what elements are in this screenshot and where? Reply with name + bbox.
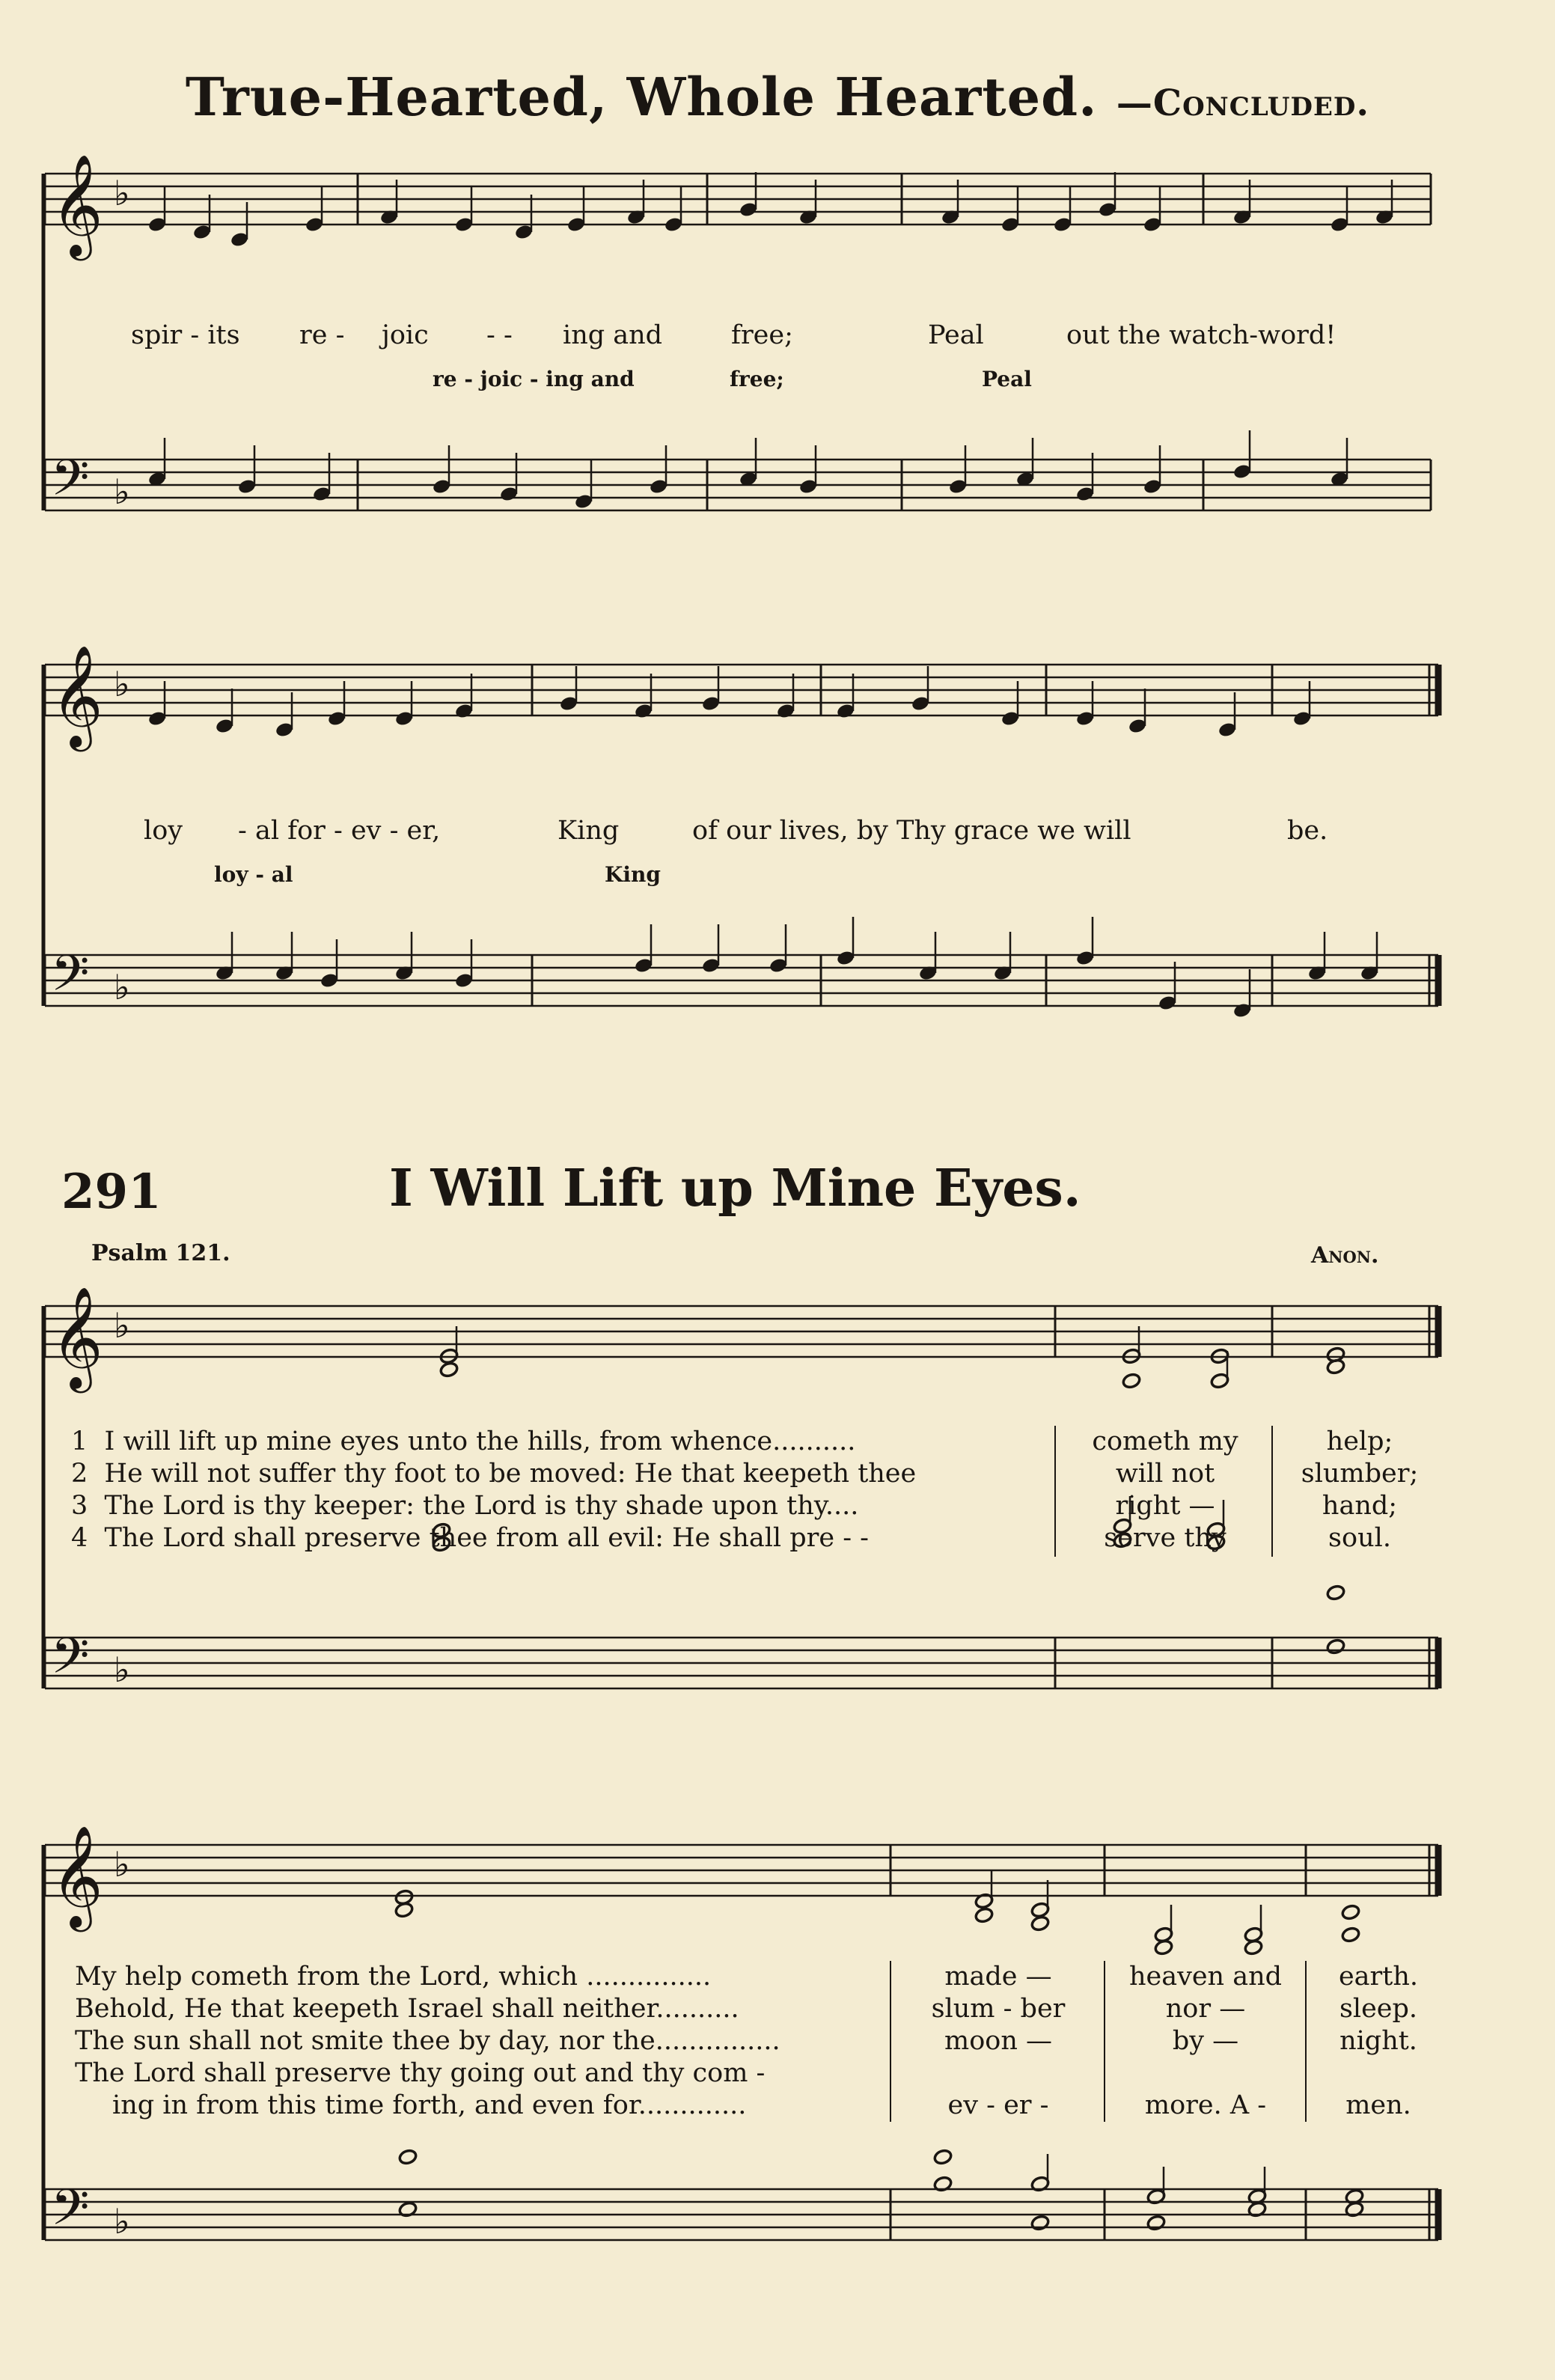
whole-note [439, 1361, 459, 1379]
half-note [974, 1871, 994, 1909]
note [701, 666, 721, 712]
verse-col [896, 2057, 1100, 2090]
verse-text: He will not suffer thy foot to be moved: He that keepeth thee [104, 1459, 917, 1489]
note [634, 674, 653, 719]
treble-clef-icon: 𝄞 [51, 153, 103, 256]
whole-note [1326, 1638, 1345, 1656]
note [1128, 689, 1147, 734]
note [1330, 187, 1349, 233]
verse-number: 2 [71, 1459, 88, 1489]
note [1000, 187, 1020, 233]
half-note [1030, 2215, 1050, 2232]
verse-col: nor — [1165, 1994, 1246, 2024]
verse-col [1311, 2057, 1446, 2090]
flat-key-signature-icon: ♭ [114, 1305, 130, 1346]
note [275, 932, 294, 981]
flat-key-signature-icon: ♭ [114, 472, 130, 512]
half-note [1146, 2215, 1166, 2232]
verse-col: night. [1339, 2026, 1417, 2056]
lyric-word: - al for - ev - er, [238, 816, 441, 846]
verse-line: The sun shall not smite thee by day, nor the............... [75, 2026, 780, 2056]
note [776, 674, 795, 719]
lyric-word: spir - its [131, 320, 240, 350]
verse-col: made — [944, 1962, 1052, 1992]
verse-col: hand; [1322, 1491, 1398, 1521]
lyric-word: joic [382, 320, 429, 350]
note [649, 445, 668, 495]
verse-line [71, 1426, 1044, 1458]
flat-key-signature-icon: ♭ [114, 173, 130, 213]
note [1232, 430, 1252, 480]
verse-col: moon — [944, 2026, 1052, 2056]
echo-word: re - joic - ing and [433, 367, 635, 391]
treble-staff [45, 1824, 1438, 1932]
note [1143, 187, 1162, 233]
note [305, 187, 324, 233]
note [769, 924, 788, 974]
lyric-word: re - [299, 320, 345, 350]
verse-line: The Lord shall preserve thy going out and thy com - [75, 2058, 766, 2088]
bass-staff [45, 945, 1438, 1014]
half-note [1154, 1939, 1173, 1956]
hymn-number: 291 [61, 1164, 162, 1220]
note [566, 187, 586, 233]
note [739, 438, 758, 487]
half-note [1122, 1373, 1141, 1390]
note [454, 187, 474, 233]
lyric-word: free; [731, 320, 793, 350]
whole-note [398, 2149, 418, 2166]
whole-note [1326, 1584, 1345, 1602]
verse-number: 1 [71, 1427, 88, 1456]
note [1075, 681, 1095, 727]
note [514, 195, 534, 240]
note [215, 689, 234, 734]
treble-clef-icon: 𝄞 [51, 644, 103, 747]
note [394, 681, 414, 727]
treble-clef-icon: 𝄞 [51, 1824, 103, 1927]
lyric-word: Peal [928, 320, 984, 350]
author: Anon. [1311, 1242, 1379, 1269]
note [1015, 438, 1035, 487]
lyric-word: King [557, 816, 620, 846]
flat-key-signature-icon: ♭ [114, 2201, 130, 2242]
note [1143, 445, 1162, 495]
note [798, 445, 818, 495]
note [634, 924, 653, 974]
lyric-word: loy [144, 816, 183, 846]
note [664, 187, 683, 233]
whole-note [394, 1902, 414, 1919]
note [1330, 438, 1349, 487]
flat-key-signature-icon: ♭ [114, 967, 130, 1007]
bass-staff [45, 1627, 1438, 1697]
half-note [1030, 1880, 1050, 1918]
note [993, 932, 1012, 981]
verse-col: more. A - [1144, 2090, 1267, 2120]
half-note [1030, 2154, 1050, 2192]
verse-col: slumber; [1301, 1459, 1419, 1489]
verse-text: I will lift up mine eyes unto the hills, from whence.......... [104, 1427, 856, 1456]
verse-text: The Lord is thy keeper: the Lord is thy shade upon thy.... [104, 1491, 859, 1521]
note [237, 445, 257, 495]
scripture-source: Psalm 121. [91, 1240, 230, 1266]
bass-clef-icon: 𝄢 [51, 1627, 90, 1697]
note [215, 932, 234, 981]
whole-note [933, 2149, 953, 2166]
verse-line: My help cometh from the Lord, which ............... [75, 1962, 712, 1992]
lyric-word: be. [1287, 816, 1328, 846]
note [559, 666, 578, 712]
bass-clef-icon: 𝄢 [51, 449, 90, 519]
flat-key-signature-icon: ♭ [114, 664, 130, 704]
note [327, 681, 346, 727]
half-note [1146, 2167, 1166, 2205]
lyric-word: ing and [563, 320, 663, 350]
note [1075, 917, 1095, 966]
verse-col: sleep. [1339, 1994, 1418, 2024]
verse-number: 3 [71, 1491, 88, 1521]
note [454, 674, 474, 719]
note [147, 438, 167, 487]
note [948, 445, 968, 495]
note [147, 187, 167, 233]
verse-col [1108, 2057, 1304, 2090]
flat-key-signature-icon: ♭ [114, 1844, 130, 1885]
note [147, 681, 167, 727]
lyric-word: of our lives, by Thy grace we will [692, 816, 1131, 846]
note [836, 674, 855, 719]
note [192, 195, 212, 240]
half-note [1244, 1939, 1263, 1956]
lyric-word: - - [486, 320, 513, 350]
verse-col: will not [1115, 1459, 1215, 1489]
verse-col: soul. [1328, 1523, 1391, 1553]
note [1098, 172, 1117, 218]
verse-col: help; [1326, 1427, 1393, 1456]
flat-key-signature-icon: ♭ [114, 1650, 130, 1690]
note [918, 932, 938, 981]
bass-clef-icon: 𝄢 [51, 945, 90, 1014]
verse-col: by — [1172, 2026, 1239, 2056]
treble-staff [45, 153, 1431, 260]
verse-col: ev - er - [947, 2090, 1049, 2120]
verse-line [71, 1458, 1044, 1490]
echo-word: loy - al [214, 862, 293, 887]
half-note [974, 1907, 994, 1924]
note [701, 924, 721, 974]
verse-col: heaven and [1128, 1962, 1283, 1992]
lyric-word: out the watch-word! [1066, 320, 1336, 350]
note [432, 445, 451, 495]
note [320, 939, 339, 989]
treble-staff [45, 1285, 1438, 1393]
treble-clef-icon: 𝄞 [51, 1285, 103, 1388]
whole-note [1341, 1926, 1360, 1944]
half-note [1030, 1915, 1050, 1932]
note [1307, 932, 1327, 981]
note [1053, 187, 1072, 233]
page-title-main: True-Hearted, Whole Hearted. [185, 66, 1098, 128]
note [836, 917, 855, 966]
verse-col: serve thy [1104, 1523, 1226, 1553]
half-note [1244, 1905, 1263, 1943]
verse-number: 4 [71, 1523, 88, 1553]
note [1292, 681, 1312, 727]
verse-col: slum - ber [931, 1994, 1066, 2024]
verse-line: Behold, He that keepeth Israel shall neither.......... [75, 1994, 739, 2024]
note [454, 939, 474, 989]
note [739, 172, 758, 218]
echo-word: King [605, 862, 661, 887]
whole-note [1341, 1904, 1360, 1921]
hymn-title: I Will Lift up Mine Eyes. [389, 1159, 1081, 1218]
half-note [1154, 1905, 1173, 1943]
verse-col: cometh my [1092, 1427, 1238, 1456]
page-title-suffix: —Concluded. [1116, 82, 1370, 124]
half-note [1247, 2167, 1267, 2205]
verse-text: The Lord shall preserve thee from all evil: He shall pre - - [104, 1523, 869, 1553]
note [1000, 681, 1020, 727]
note [1360, 932, 1379, 981]
verse-line [71, 1522, 1044, 1554]
echo-word: Peal [982, 367, 1032, 391]
verse-col: earth. [1338, 1962, 1419, 1992]
echo-word: free; [730, 367, 784, 391]
verse-col: right — [1115, 1491, 1215, 1521]
note [911, 666, 930, 712]
bass-clef-icon: 𝄢 [51, 2179, 90, 2248]
verse-col: men. [1345, 2090, 1411, 2120]
note [394, 932, 414, 981]
verse-line [71, 1490, 1044, 1522]
note [1158, 962, 1177, 1011]
verse-line: ing in from this time forth, and even for............. [112, 2090, 747, 2120]
bass-staff [45, 2179, 1438, 2248]
